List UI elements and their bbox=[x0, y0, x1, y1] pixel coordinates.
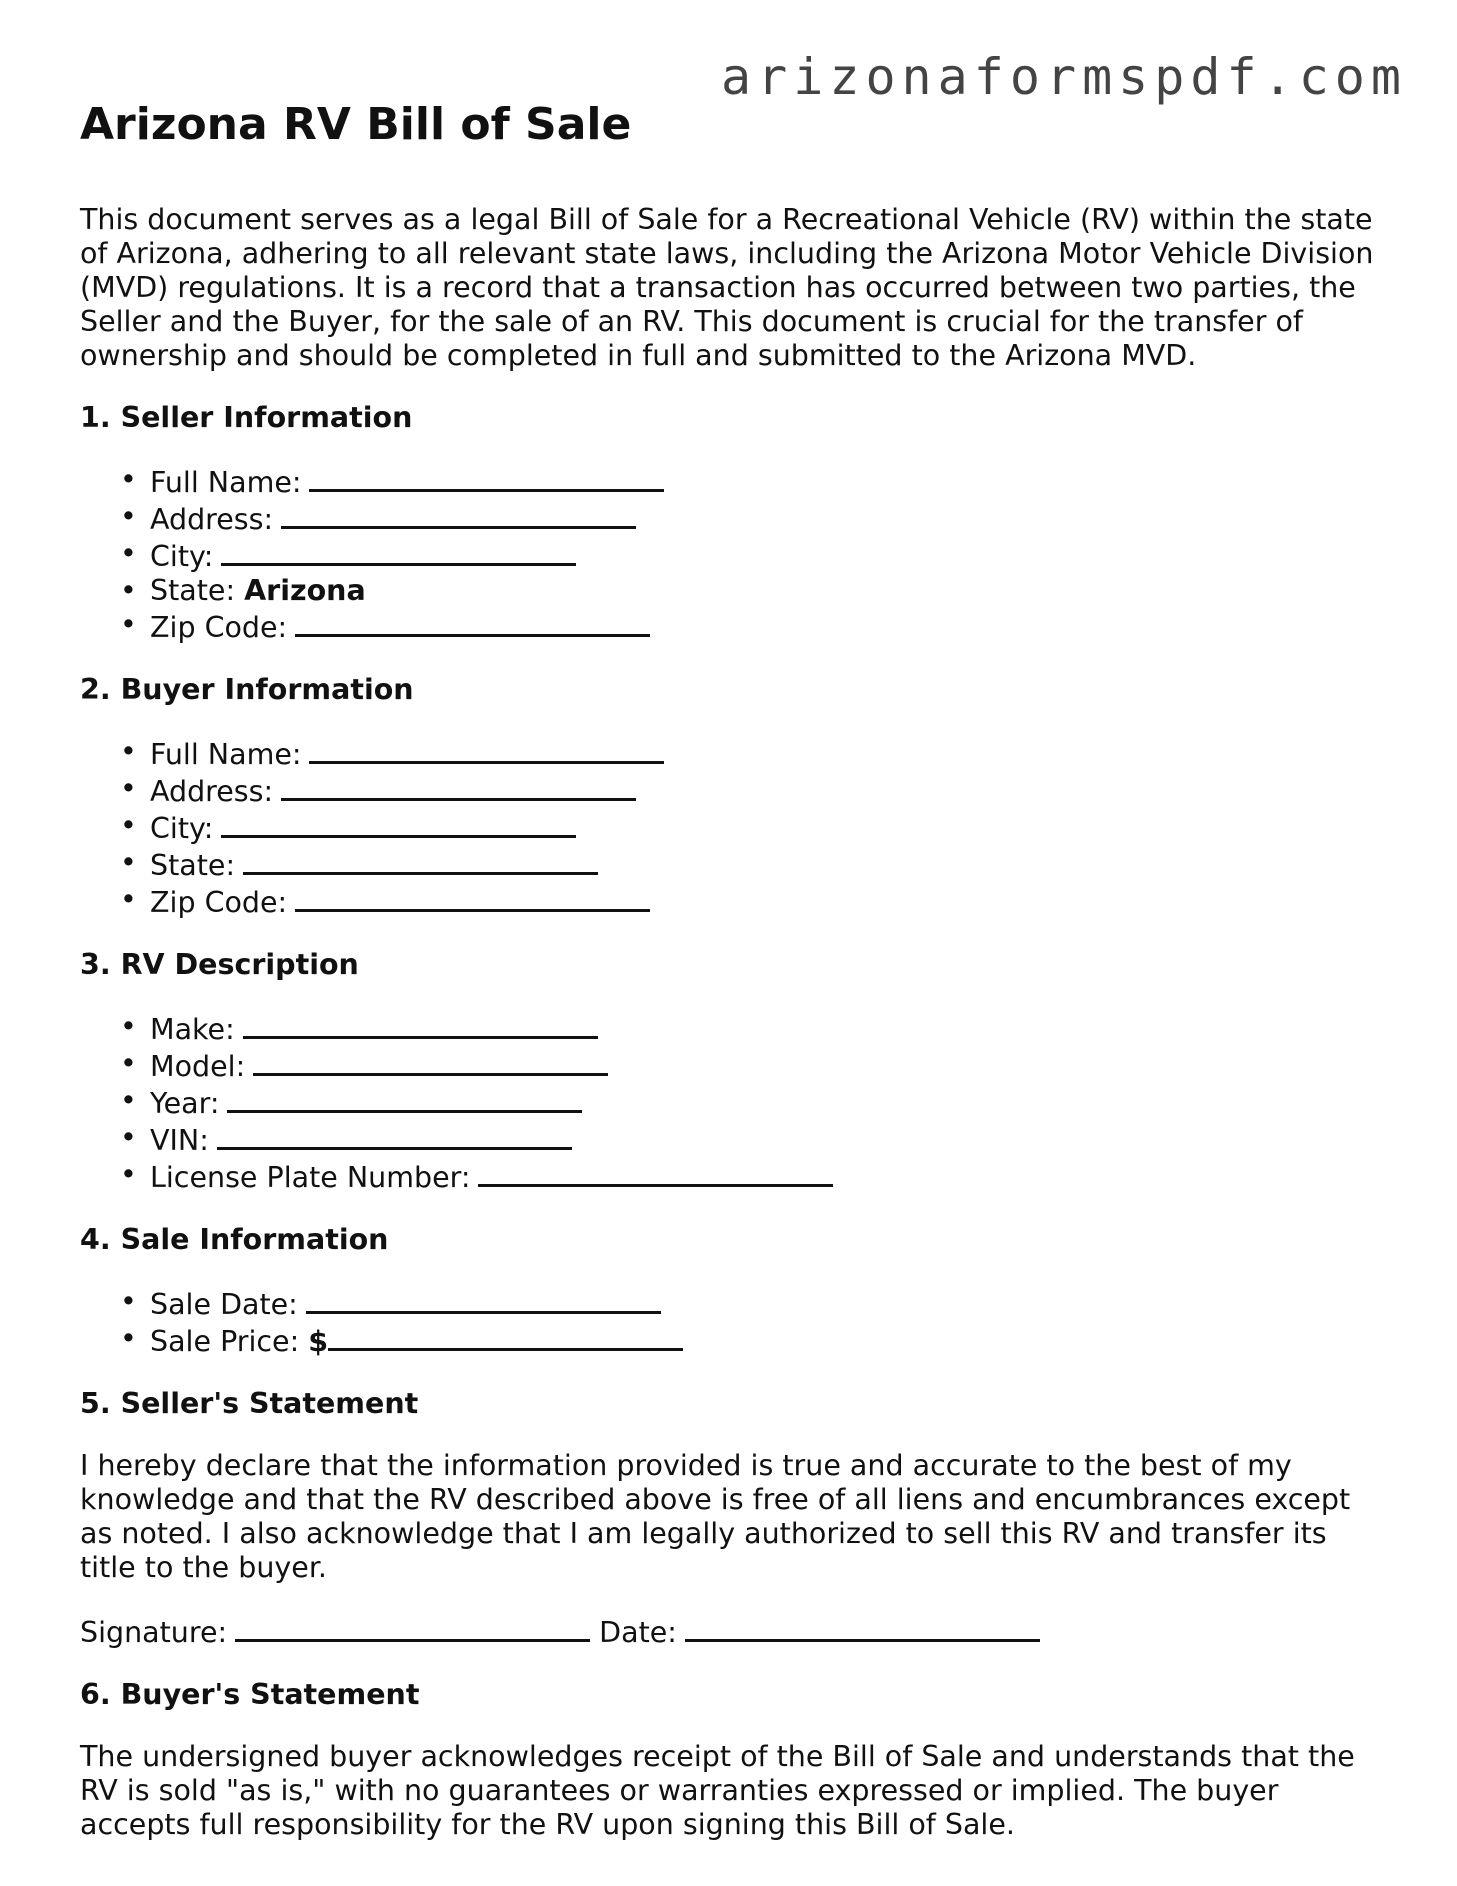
watermark: arizonaformspdf.com bbox=[721, 48, 1407, 106]
rv-vin-field[interactable]: • VIN: bbox=[150, 1121, 1380, 1158]
bullet-icon: • bbox=[120, 608, 137, 641]
sale-price-blank[interactable] bbox=[328, 1322, 683, 1351]
seller-section-heading: 1. Seller Information bbox=[80, 401, 413, 434]
bullet-icon: • bbox=[120, 1010, 137, 1043]
bullet-icon: • bbox=[120, 1047, 137, 1080]
rv-model-blank[interactable] bbox=[253, 1047, 608, 1076]
buyer-full-name-field[interactable]: • Full Name: bbox=[150, 735, 1380, 772]
seller-zip-blank[interactable] bbox=[295, 608, 650, 637]
bullet-icon: • bbox=[120, 500, 137, 533]
seller-zip-field[interactable]: • Zip Code: bbox=[150, 608, 1380, 645]
buyer-statement-heading: 6. Buyer's Statement bbox=[80, 1678, 420, 1711]
buyer-zip-blank[interactable] bbox=[295, 883, 650, 912]
buyer-full-name-blank[interactable] bbox=[309, 735, 664, 764]
buyer-state-field[interactable]: • State: bbox=[150, 846, 1380, 883]
bullet-icon: • bbox=[120, 809, 137, 842]
seller-full-name-blank[interactable] bbox=[309, 463, 664, 492]
bullet-icon: • bbox=[120, 574, 137, 607]
dollar-sign: $ bbox=[308, 1325, 329, 1358]
rv-section-heading: 3. RV Description bbox=[80, 948, 359, 981]
bullet-icon: • bbox=[120, 846, 137, 879]
rv-plate-blank[interactable] bbox=[478, 1158, 833, 1187]
buyer-address-field[interactable]: • Address: bbox=[150, 772, 1380, 809]
buyer-state-blank[interactable] bbox=[243, 846, 598, 875]
bullet-icon: • bbox=[120, 463, 137, 496]
bullet-icon: • bbox=[120, 537, 137, 570]
buyer-city-blank[interactable] bbox=[221, 809, 576, 838]
buyer-statement-text: The undersigned buyer acknowledges receipt of the Bill of Sale and understands that the RV is sold "as is," with no guarantees or warranties expressed or implied. The buyer accepts full responsibility for the RV upon signing this Bill of Sale. bbox=[80, 1740, 1355, 1841]
sale-section-heading: 4. Sale Information bbox=[80, 1223, 389, 1256]
buyer-section-heading: 2. Buyer Information bbox=[80, 673, 414, 706]
buyer-fields bbox=[80, 735, 1380, 920]
seller-city-blank[interactable] bbox=[221, 537, 576, 566]
buyer-city-field[interactable]: • City: bbox=[150, 809, 1380, 846]
buyer-zip-field[interactable]: • Zip Code: bbox=[150, 883, 1380, 920]
rv-vin-blank[interactable] bbox=[217, 1121, 572, 1150]
rv-make-blank[interactable] bbox=[243, 1010, 598, 1039]
rv-make-field[interactable]: • Make: bbox=[150, 1010, 1380, 1047]
seller-address-blank[interactable] bbox=[281, 500, 636, 529]
bullet-icon: • bbox=[120, 1285, 137, 1318]
rv-model-field[interactable]: • Model: bbox=[150, 1047, 1380, 1084]
seller-city-field[interactable]: • City: bbox=[150, 537, 1380, 574]
bullet-icon: • bbox=[120, 883, 137, 916]
rv-year-blank[interactable] bbox=[227, 1084, 582, 1113]
seller-signature-line: Signature: Date: bbox=[80, 1613, 1380, 1650]
rv-fields bbox=[80, 1010, 1380, 1195]
bullet-icon: • bbox=[120, 772, 137, 805]
bullet-icon: • bbox=[120, 1084, 137, 1117]
page-title: Arizona RV Bill of Sale bbox=[80, 99, 632, 150]
seller-fields bbox=[80, 463, 1380, 645]
bullet-icon: • bbox=[120, 1158, 137, 1191]
seller-state-value: Arizona bbox=[244, 574, 366, 607]
buyer-address-blank[interactable] bbox=[281, 772, 636, 801]
sale-date-field[interactable]: • Sale Date: bbox=[150, 1285, 1380, 1322]
seller-statement-heading: 5. Seller's Statement bbox=[80, 1387, 419, 1420]
signature-date-blank[interactable] bbox=[685, 1613, 1040, 1642]
bullet-icon: • bbox=[120, 735, 137, 768]
sale-date-blank[interactable] bbox=[306, 1285, 661, 1314]
seller-full-name-field[interactable]: • Full Name: bbox=[150, 463, 1380, 500]
seller-state-field: • State: Arizona bbox=[120, 574, 366, 607]
seller-address-field[interactable]: • Address: bbox=[150, 500, 1380, 537]
sale-price-field[interactable]: • Sale Price: $ bbox=[150, 1322, 1380, 1359]
intro-paragraph: This document serves as a legal Bill of Sale for a Recreational Vehicle (RV) within the state of Arizona, adhering to all relevant state laws, including the Arizona Motor Vehicle Division (MVD) regulations. It is a record that a transaction has occurred between two parties, the Seller and the Buyer, for the sale of an RV. This document is crucial for the transfer of ownership and should be completed in full and submitted to the Arizona MVD. bbox=[80, 203, 1374, 372]
rv-year-field[interactable]: • Year: bbox=[150, 1084, 1380, 1121]
bullet-icon: • bbox=[120, 1322, 137, 1355]
rv-plate-field[interactable]: • License Plate Number: bbox=[150, 1158, 1380, 1195]
bullet-icon: • bbox=[120, 1121, 137, 1154]
seller-statement-text: I hereby declare that the information provided is true and accurate to the best of my knowledge and that the RV described above is free of all liens and encumbrances except as noted. I also acknowledge that I am legally authorized to sell this RV and transfer its title to the buyer. bbox=[80, 1449, 1351, 1584]
signature-blank[interactable] bbox=[235, 1613, 590, 1642]
document-page bbox=[80, 95, 1380, 1842]
sale-fields bbox=[80, 1285, 1380, 1359]
